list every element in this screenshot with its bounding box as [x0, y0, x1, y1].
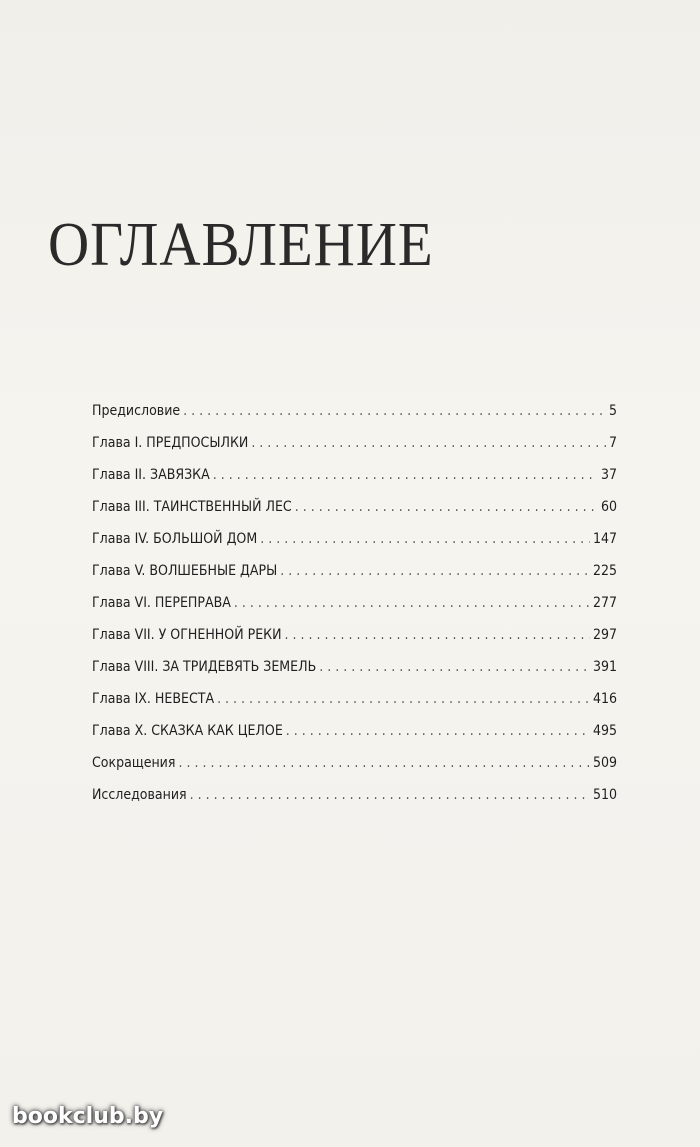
toc-entry-label: Глава II. ЗАВЯЗКА: [92, 467, 210, 483]
toc-entry-label: Глава III. ТАИНСТВЕННЫЙ ЛЕС: [92, 499, 292, 515]
toc-entry-page: 225: [592, 563, 617, 579]
toc-entry-label: Глава X. СКАЗКА КАК ЦЕЛОЕ: [92, 723, 283, 739]
toc-entry-label: Глава VII. У ОГНЕННОЙ РЕКИ: [92, 627, 282, 643]
toc-leader-dots: [183, 403, 606, 419]
toc-entry-label: Глава V. ВОЛШЕБНЫЕ ДАРЫ: [92, 563, 278, 579]
toc-entry-page: 509: [592, 755, 617, 771]
toc-leader-dots: [190, 787, 590, 803]
toc-leader-dots: [286, 723, 590, 739]
toc-entry[interactable]: [92, 499, 617, 531]
toc-entry[interactable]: [92, 595, 617, 627]
watermark: bookclub.by: [12, 1104, 164, 1129]
toc-entry[interactable]: [92, 691, 617, 723]
toc-entry-label: Глава VI. ПЕРЕПРАВА: [92, 595, 231, 611]
toc-entry-page: 495: [592, 723, 617, 739]
toc-entry-page: 297: [592, 627, 617, 643]
toc-leader-dots: [295, 499, 598, 515]
toc-entry-page: 510: [592, 787, 617, 803]
toc-leader-dots: [178, 755, 590, 771]
toc-entry[interactable]: [92, 531, 617, 563]
toc-entry-label: Предисловие: [92, 403, 181, 419]
toc-entry-label: Исследования: [92, 787, 187, 803]
toc-leader-dots: [213, 467, 598, 483]
toc-entry-page: 60: [600, 499, 617, 515]
toc-entry-page: 37: [600, 467, 617, 483]
toc-entry-label: Сокращения: [92, 755, 176, 771]
toc-leader-dots: [217, 691, 590, 707]
toc-entry[interactable]: [92, 627, 617, 659]
show-through-text: [0, 40, 700, 58]
table-of-contents: [92, 403, 617, 819]
toc-entry-label: Глава IV. БОЛЬШОЙ ДОМ: [92, 531, 258, 547]
toc-entry-page: 391: [592, 659, 617, 675]
toc-entry-page: 277: [592, 595, 617, 611]
toc-leader-dots: [234, 595, 590, 611]
toc-entry-label: Глава I. ПРЕДПОСЫЛКИ: [92, 435, 249, 451]
toc-entry[interactable]: [92, 467, 617, 499]
toc-entry[interactable]: [92, 659, 617, 691]
toc-leader-dots: [260, 531, 590, 547]
toc-entry-label: Глава IX. НЕВЕСТА: [92, 691, 215, 707]
toc-entry[interactable]: [92, 755, 617, 787]
toc-entry-page: 416: [592, 691, 617, 707]
toc-entry[interactable]: [92, 723, 617, 755]
toc-leader-dots: [280, 563, 590, 579]
toc-entry[interactable]: [92, 787, 617, 819]
toc-entry-page: 5: [608, 403, 617, 419]
toc-leader-dots: [319, 659, 590, 675]
page-title: ОГЛАВЛЕНИЕ: [48, 211, 434, 279]
toc-entry-page: 7: [608, 435, 617, 451]
toc-entry[interactable]: [92, 563, 617, 595]
toc-entry-page: 147: [592, 531, 617, 547]
toc-entry[interactable]: [92, 403, 617, 435]
toc-entry-label: Глава VIII. ЗА ТРИДЕВЯТЬ ЗЕМЕЛЬ: [92, 659, 317, 675]
toc-leader-dots: [285, 627, 590, 643]
toc-leader-dots: [251, 435, 606, 451]
toc-entry[interactable]: [92, 435, 617, 467]
